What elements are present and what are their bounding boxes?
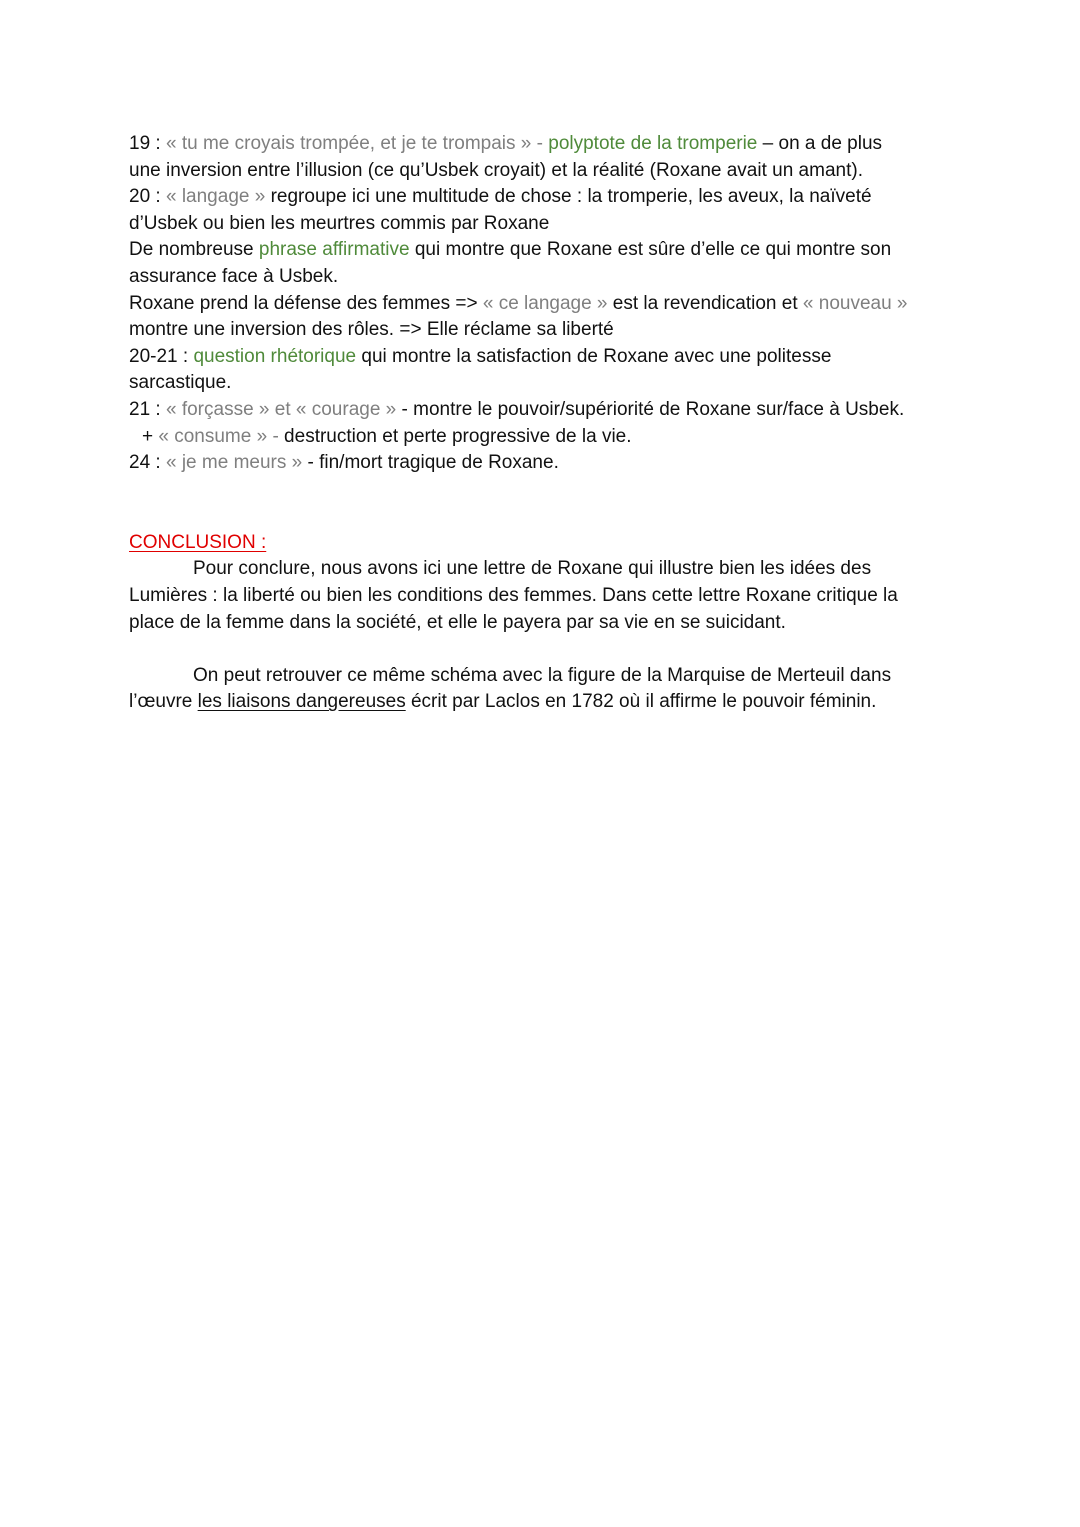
- analysis-line-affirmative: De nombreuse phrase affirmative qui montre que Roxane est sûre d’elle ce qui montre son: [129, 239, 892, 261]
- analysis-line-20-21-cont: sarcastique.: [129, 372, 232, 394]
- quote: « je me meurs »: [165, 452, 303, 474]
- book-title: les liaisons dangereuses: [197, 691, 406, 713]
- conclusion-heading-line: [129, 530, 960, 557]
- analysis-line-20-21: 20-21 : question rhétorique qui montre la satisfaction de Roxane avec une politesse: [129, 345, 832, 367]
- stylistic-figure: phrase affirmative: [258, 239, 410, 261]
- conclusion-p2-line-2: l’œuvre les liaisons dangereuses écrit par Laclos en 1782 où il affirme le pouvoir féminin.: [129, 691, 877, 713]
- analysis-line-20-cont: d’Usbek ou bien les meurtres commis par Roxane: [129, 212, 550, 234]
- stylistic-figure: question rhétorique: [193, 345, 357, 367]
- conclusion-section: [129, 530, 960, 716]
- quote: « nouveau »: [802, 292, 908, 314]
- conclusion-p1-line-3: place de la femme dans la société, et elle le payera par sa vie en se suicidant.: [129, 611, 786, 633]
- stylistic-figure: polyptote de la tromperie: [548, 133, 758, 154]
- analysis-line-affirmative-cont: assurance face à Usbek.: [129, 265, 339, 287]
- quote: « courage »: [295, 398, 397, 420]
- analysis-line-20: 20 : « langage » regroupe ici une multitude de chose : la tromperie, les aveux, la naïveté: [129, 186, 872, 208]
- analysis-line-24: 24 : « je me meurs » - fin/mort tragique de Roxane.: [129, 452, 559, 474]
- spacer: [129, 477, 960, 530]
- analysis-line-defense-cont: montre une inversion des rôles. => Elle réclame sa liberté: [129, 319, 614, 341]
- quote: « consume » -: [158, 425, 279, 447]
- analysis-line-19-cont: une inversion entre l’illusion (ce qu’Usbek croyait) et la réalité (Roxane avait un amant).: [129, 159, 863, 181]
- quote: « forçasse »: [165, 398, 270, 420]
- quote: « ce langage »: [482, 292, 608, 314]
- conclusion-p1-line-1: Pour conclure, nous avons ici une lettre de Roxane qui illustre bien les idées des: [193, 558, 872, 580]
- conclusion-heading: CONCLUSION :: [129, 531, 267, 553]
- quote: « langage »: [165, 186, 266, 208]
- quote: « tu me croyais trompée, et je te trompais » -: [165, 133, 549, 154]
- conclusion-p2-line-1: On peut retrouver ce même schéma avec la figure de la Marquise de Merteuil dans: [193, 664, 892, 686]
- analysis-line-consume: + « consume » - destruction et perte progressive de la vie.: [142, 425, 632, 447]
- analysis-line-defense: Roxane prend la défense des femmes => « ce langage » est la revendication et « nouveau »: [129, 292, 908, 314]
- analysis-section: [129, 131, 960, 477]
- analysis-line-19: 19 : « tu me croyais trompée, et je te trompais » - polyptote de la tromperie – on a de plus: [129, 133, 883, 154]
- conclusion-p1-line-2: Lumières : la liberté ou bien les conditions des femmes. Dans cette lettre Roxane critique la: [129, 584, 898, 606]
- spacer: [129, 636, 960, 663]
- analysis-line-21: 21 : « forçasse » et « courage » - montre le pouvoir/supériorité de Roxane sur/face à Usbek.: [129, 398, 905, 420]
